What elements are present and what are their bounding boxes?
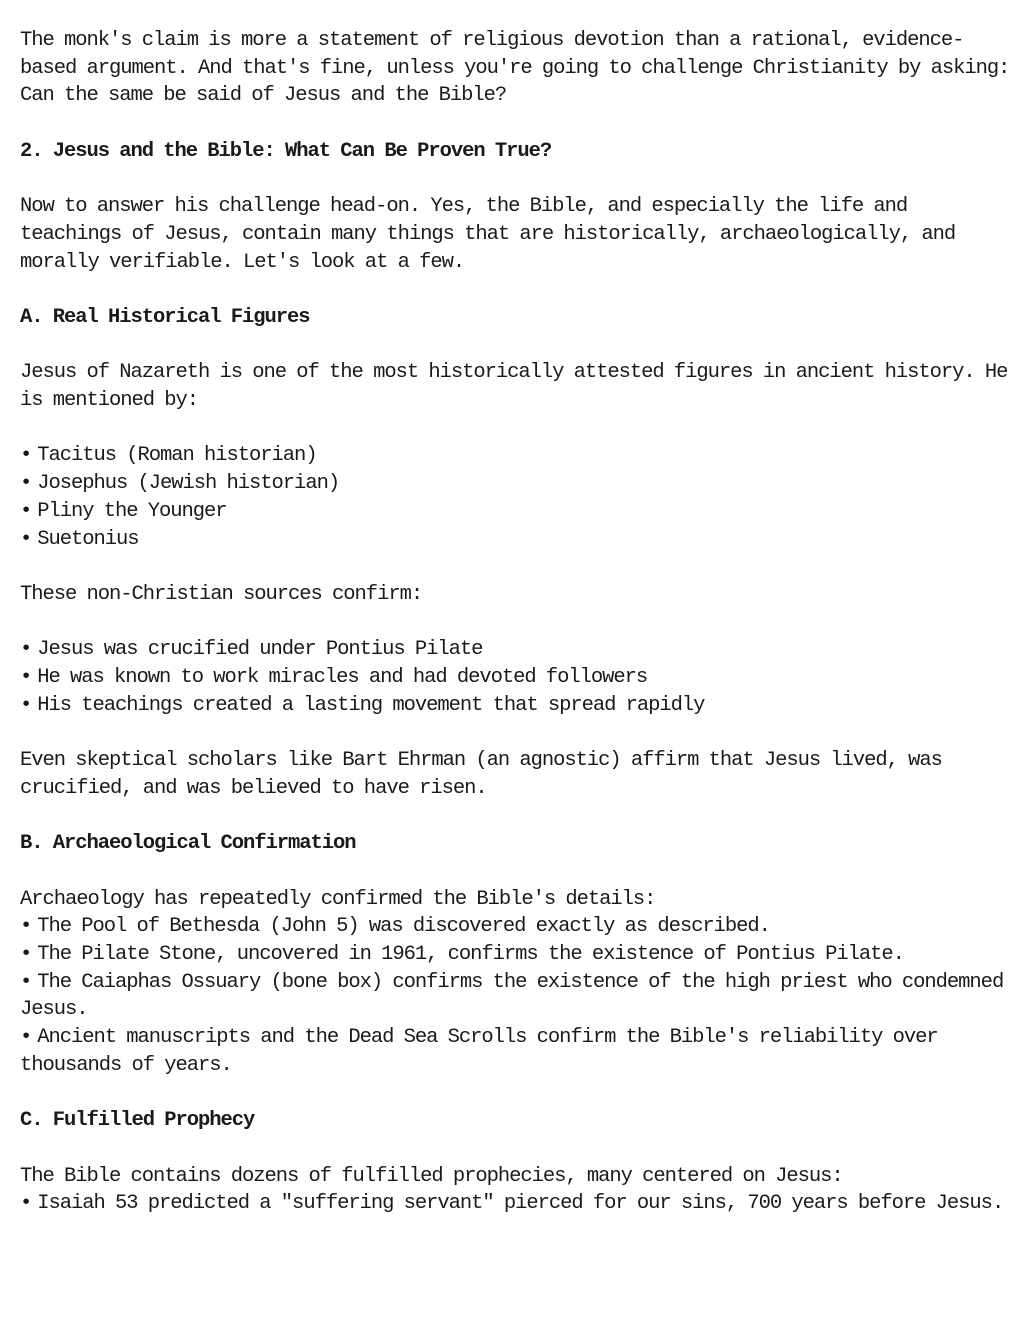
bullet-icon: •: [20, 444, 32, 468]
spacer: [20, 553, 1010, 581]
list-item: • Pliny the Younger: [20, 498, 1010, 526]
section-c-intro: The Bible contains dozens of fulfilled prophecies, many centered on Jesus:: [20, 1164, 843, 1188]
list-item: • Jesus was crucified under Pontius Pilate: [20, 636, 1010, 664]
bullet-icon: •: [20, 1026, 32, 1050]
spacer: [20, 276, 1010, 304]
section-a-heading: A. Real Historical Figures: [20, 305, 310, 329]
list-item: • The Pool of Bethesda (John 5) was discovered exactly as described.: [20, 913, 1010, 941]
confirm-intro: These non-Christian sources confirm:: [20, 582, 423, 606]
bullet-icon: •: [20, 666, 32, 690]
spacer: [20, 415, 1010, 443]
list-item: • Josephus (Jewish historian): [20, 470, 1010, 498]
list-item: • Suetonius: [20, 526, 1010, 554]
spacer: [20, 166, 1010, 194]
spacer: [20, 1080, 1010, 1108]
bullet-icon: •: [20, 1192, 32, 1216]
spacer: [20, 110, 1010, 138]
spacer: [20, 719, 1010, 747]
list-item: • The Caiaphas Ossuary (bone box) confirms the existence of the high priest who condemned Jesus.: [20, 970, 1004, 1022]
list-item: • The Pilate Stone, uncovered in 1961, confirms the existence of Pontius Pilate.: [20, 941, 1010, 969]
bullet-icon: •: [20, 499, 32, 523]
intro-paragraph: The monk's claim is more a statement of religious devotion than a rational, evidence-based argument. And that's fine, unless you're going to challenge Christianity by asking: Can the same be said of Jesus and the Bible?: [20, 29, 1010, 108]
bullet-icon: •: [20, 915, 32, 939]
archaeology-list: [20, 913, 1010, 1079]
section-b-heading: B. Archaeological Confirmation: [20, 832, 356, 856]
confirms-list: [20, 636, 1010, 719]
spacer: [20, 858, 1010, 886]
section-a-closing: Even skeptical scholars like Bart Ehrman (an agnostic) affirm that Jesus lived, was crucified, and was believed to have risen.: [20, 749, 942, 800]
section-2-heading: 2. Jesus and the Bible: What Can Be Proven True?: [20, 139, 552, 163]
section-c-heading: C. Fulfilled Prophecy: [20, 1109, 255, 1133]
bullet-icon: •: [20, 472, 32, 496]
bullet-icon: •: [20, 527, 32, 551]
bullet-icon: •: [20, 638, 32, 662]
list-item: • Tacitus (Roman historian): [20, 442, 1010, 470]
spacer: [20, 1135, 1010, 1163]
section-a-paragraph: Jesus of Nazareth is one of the most historically attested figures in ancient history. He is mentioned by:: [20, 361, 1008, 413]
prophecy-list: [20, 1190, 1010, 1218]
list-item: • His teachings created a lasting movement that spread rapidly: [20, 692, 1010, 720]
list-item: • Isaiah 53 predicted a "suffering servant" pierced for our sins, 700 years before Jesus.: [20, 1190, 1010, 1218]
sources-list: [20, 442, 1010, 553]
spacer: [20, 609, 1010, 637]
section-b-intro: Archaeology has repeatedly confirmed the Bible's details:: [20, 887, 656, 911]
section-2-paragraph: Now to answer his challenge head-on. Yes, the Bible, and especially the life and teachings of Jesus, contain many things that are historically, archaeologically, and morally verifiable. Let's look at a few.: [20, 195, 956, 274]
list-item: • Ancient manuscripts and the Dead Sea Scrolls confirm the Bible's reliability over thousands of years.: [20, 1026, 938, 1077]
list-item: • He was known to work miracles and had devoted followers: [20, 664, 1010, 692]
bullet-icon: •: [20, 970, 32, 994]
document-page: [20, 27, 1010, 1218]
bullet-icon: •: [20, 943, 32, 967]
bullet-icon: •: [20, 693, 32, 717]
spacer: [20, 803, 1010, 831]
spacer: [20, 332, 1010, 360]
